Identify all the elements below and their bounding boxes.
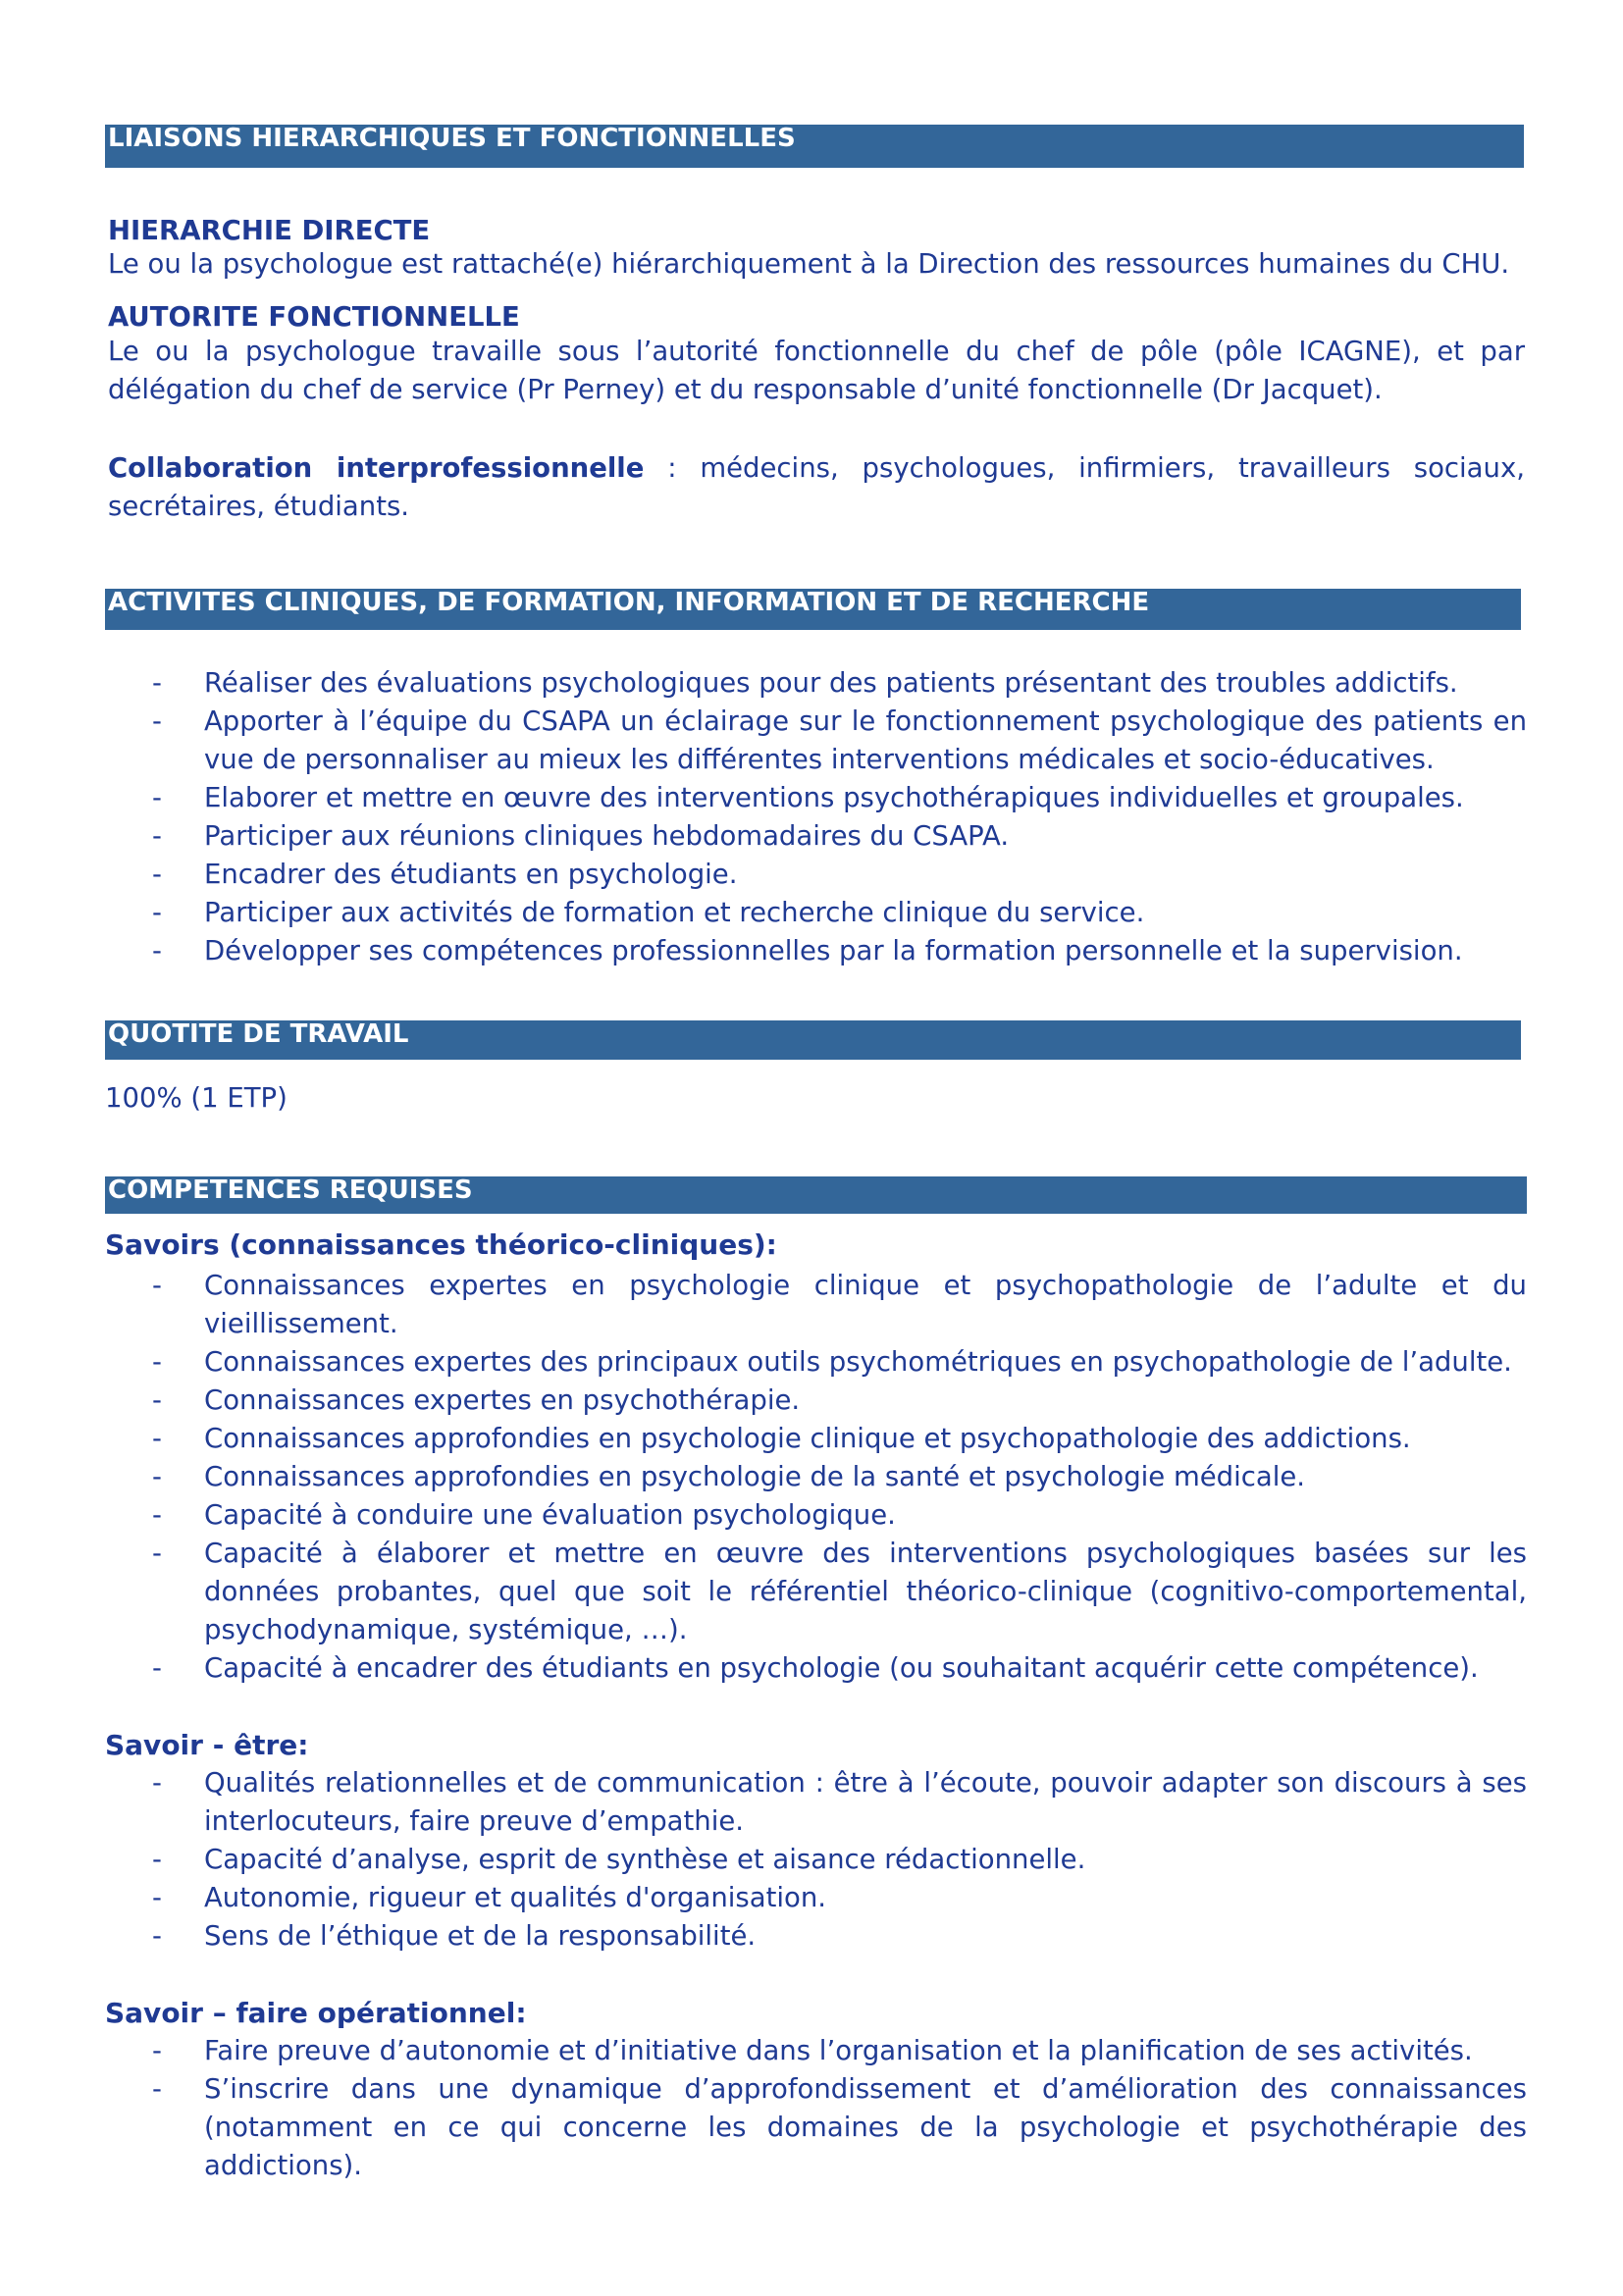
savoir-item-text: Connaissances expertes en psychologie clinique et psychopathologie de l’adulte et du vieillissement. [204, 1270, 1527, 1339]
activite-item [149, 932, 1527, 970]
savoir-item-text: Capacité à encadrer des étudiants en psychologie (ou souhaitant acquérir cette compétence). [204, 1652, 1479, 1684]
dash-bullet: - [152, 1767, 162, 1799]
hierarchie-title: HIERARCHIE DIRECTE [108, 215, 431, 246]
savoir-etre-item [149, 1879, 1527, 1917]
collaboration-line-1 [108, 449, 1525, 488]
activites-list [149, 664, 1527, 970]
hierarchie-text: Le ou la psychologue est rattaché(e) hiérarchiquement à la Direction des ressources humaines du CHU. [108, 248, 1510, 280]
savoir-etre-item-text: Autonomie, rigueur et qualités d'organisation. [204, 1882, 827, 1913]
autorite-title: AUTORITE FONCTIONNELLE [108, 301, 520, 333]
autorite-line-2: délégation du chef de service (Pr Perney) et du responsable d’unité fonctionnelle (Dr Jacquet). [108, 374, 1383, 405]
savoir-etre-item-text: Capacité d’analyse, esprit de synthèse et aisance rédactionnelle. [204, 1844, 1086, 1875]
section-header-liaisons [105, 125, 1524, 168]
savoir-item [149, 1267, 1527, 1343]
activite-item [149, 703, 1527, 779]
section-header-activites [105, 589, 1521, 630]
savoir-item [149, 1420, 1527, 1458]
savoir-faire-title: Savoir – faire opérationnel: [105, 1997, 527, 2029]
autorite-line-1: Le ou la psychologue travaille sous l’autorité fonctionnelle du chef de pôle (pôle ICAGNE), et par [108, 336, 1525, 367]
activite-item-text: Réaliser des évaluations psychologiques pour des patients présentant des troubles addictifs. [204, 667, 1458, 699]
activite-item-text: Participer aux réunions cliniques hebdomadaires du CSAPA. [204, 820, 1010, 852]
activite-item [149, 894, 1527, 932]
dash-bullet: - [152, 1538, 162, 1569]
savoir-item [149, 1496, 1527, 1535]
dash-bullet: - [152, 1423, 162, 1454]
section-header-activites-text: ACTIVITES CLINIQUES, DE FORMATION, INFORMATION ET DE RECHERCHE [108, 589, 1150, 617]
savoir-faire-item-text: S’inscrire dans une dynamique d’approfondissement et d’amélioration des connaissances (notamment en ce qui concerne les domaines de la psychologie et psychothérapie des addictions). [204, 2073, 1527, 2181]
activite-item-text: Encadrer des étudiants en psychologie. [204, 859, 738, 890]
dash-bullet: - [152, 820, 162, 852]
savoir-item [149, 1535, 1527, 1649]
savoir-etre-list [149, 1764, 1527, 1956]
dash-bullet: - [152, 1270, 162, 1301]
savoir-item-text: Capacité à élaborer et mettre en œuvre des interventions psychologiques basées sur les données probantes, quel que soit le référentiel théorico-clinique (cognitivo-comportemental, psychodynamique, systémique, …). [204, 1538, 1527, 1645]
savoir-etre-item [149, 1841, 1527, 1879]
savoir-item [149, 1458, 1527, 1496]
dash-bullet: - [152, 1882, 162, 1913]
dash-bullet: - [152, 1652, 162, 1684]
activite-item-text: Elaborer et mettre en œuvre des interventions psychothérapiques individuelles et groupales. [204, 782, 1464, 813]
collaboration-list-1: : médecins, psychologues, infirmiers, travailleurs sociaux, [644, 452, 1525, 484]
savoir-etre-item-text: Qualités relationnelles et de communication : être à l’écoute, pouvoir adapter son discours à ses interlocuteurs, faire preuve d’empathie. [204, 1767, 1527, 1837]
savoir-item-text: Connaissances expertes des principaux outils psychométriques en psychopathologie de l’adulte. [204, 1346, 1512, 1378]
activite-item-text: Participer aux activités de formation et recherche clinique du service. [204, 897, 1145, 928]
activite-item-text: Apporter à l’équipe du CSAPA un éclairage sur le fonctionnement psychologique des patients en vue de personnaliser au mieux les différentes interventions médicales et socio-éducatives. [204, 705, 1527, 775]
savoir-item-text: Connaissances approfondies en psychologie de la santé et psychologie médicale. [204, 1461, 1306, 1492]
savoir-faire-list [149, 2032, 1527, 2185]
quotite-value: 100% (1 ETP) [105, 1082, 288, 1114]
section-header-quotite-text: QUOTITE DE TRAVAIL [108, 1020, 409, 1049]
dash-bullet: - [152, 2073, 162, 2105]
section-header-competences [105, 1176, 1527, 1214]
savoir-etre-item [149, 1917, 1527, 1956]
activite-item [149, 817, 1527, 856]
savoirs-title: Savoirs (connaissances théorico-cliniques): [105, 1228, 777, 1261]
dash-bullet: - [152, 1346, 162, 1378]
dash-bullet: - [152, 782, 162, 813]
savoir-faire-item-text: Faire preuve d’autonomie et d’initiative dans l’organisation et la planification de ses activités. [204, 2035, 1473, 2066]
section-header-competences-text: COMPETENCES REQUISES [108, 1176, 473, 1205]
collaboration-line-2: secrétaires, étudiants. [108, 491, 410, 522]
activite-item [149, 779, 1527, 817]
dash-bullet: - [152, 935, 162, 966]
savoir-etre-title: Savoir - être: [105, 1729, 309, 1761]
dash-bullet: - [152, 897, 162, 928]
dash-bullet: - [152, 1461, 162, 1492]
savoir-item [149, 1649, 1527, 1688]
activite-item [149, 664, 1527, 703]
activite-item [149, 856, 1527, 894]
savoir-item [149, 1382, 1527, 1420]
collaboration-label: Collaboration interprofessionnelle [108, 452, 645, 484]
activite-item-text: Développer ses compétences professionnelles par la formation personnelle et la supervision. [204, 935, 1463, 966]
dash-bullet: - [152, 1920, 162, 1952]
dash-bullet: - [152, 2035, 162, 2066]
savoir-etre-item-text: Sens de l’éthique et de la responsabilité. [204, 1920, 757, 1952]
dash-bullet: - [152, 667, 162, 699]
savoirs-list [149, 1267, 1527, 1688]
savoir-item-text: Connaissances expertes en psychothérapie. [204, 1384, 801, 1416]
section-header-quotite [105, 1020, 1521, 1060]
savoir-item-text: Connaissances approfondies en psychologie clinique et psychopathologie des addictions. [204, 1423, 1411, 1454]
savoir-item [149, 1343, 1527, 1382]
dash-bullet: - [152, 1844, 162, 1875]
dash-bullet: - [152, 1384, 162, 1416]
dash-bullet: - [152, 705, 162, 737]
dash-bullet: - [152, 1499, 162, 1531]
savoir-faire-item [149, 2070, 1527, 2185]
savoir-etre-item [149, 1764, 1527, 1841]
section-header-liaisons-text: LIAISONS HIERARCHIQUES ET FONCTIONNELLES [108, 125, 796, 153]
savoir-item-text: Capacité à conduire une évaluation psychologique. [204, 1499, 896, 1531]
savoir-faire-item [149, 2032, 1527, 2070]
dash-bullet: - [152, 859, 162, 890]
